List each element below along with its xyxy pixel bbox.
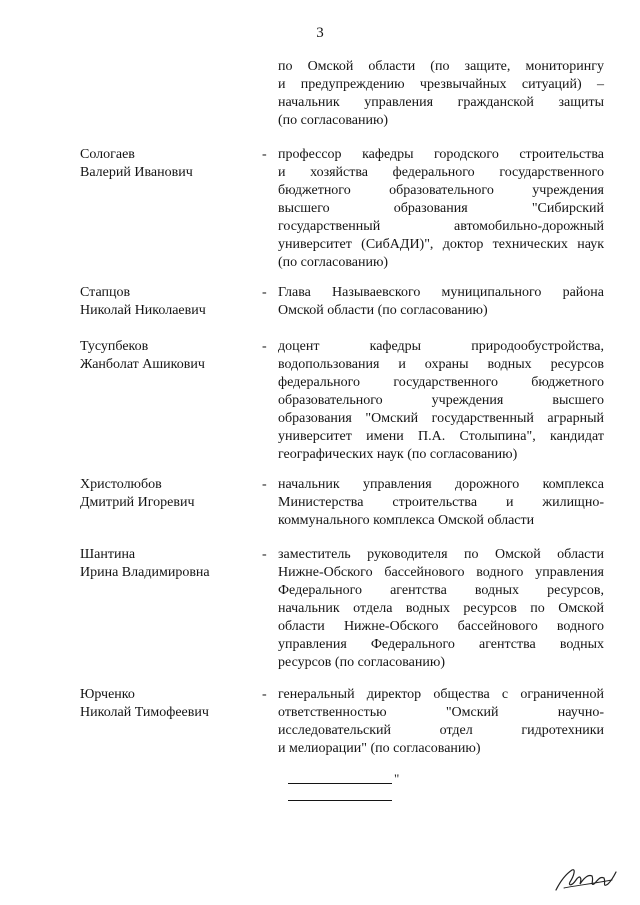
page-number: 3 bbox=[316, 25, 324, 41]
description-line: начальник отдела водных ресурсов по Омской bbox=[278, 601, 604, 616]
member-name bbox=[80, 686, 250, 722]
member-surname: Христолюбов bbox=[80, 477, 162, 492]
member-description bbox=[278, 338, 604, 464]
member-description bbox=[278, 476, 604, 530]
description-line: Министерства строительства и жилищно- bbox=[278, 495, 604, 510]
closing-quote: " bbox=[394, 771, 400, 786]
description-line: федерального государственного бюджетного bbox=[278, 375, 604, 390]
description-line: Нижне-Обского бассейнового водного управления bbox=[278, 565, 604, 580]
member-description bbox=[278, 284, 604, 320]
description-line: управления Федерального агентства водных bbox=[278, 637, 604, 652]
description-line: ресурсов (по согласованию) bbox=[278, 655, 445, 670]
description-line: государственный автомобильно-дорожный bbox=[278, 219, 604, 234]
member-given-name: Жанболат Ашикович bbox=[80, 357, 205, 372]
description-line: по Омской области (по защите, мониторингу bbox=[278, 59, 604, 74]
member-dash: - bbox=[262, 285, 267, 300]
description-line: профессор кафедры городского строительства bbox=[278, 147, 604, 162]
description-line: коммунального комплекса Омской области bbox=[278, 513, 535, 528]
member-given-name: Ирина Владимировна bbox=[80, 565, 210, 580]
description-line: и хозяйства федерального государственного bbox=[278, 165, 604, 180]
member-name bbox=[80, 338, 250, 374]
description-line: (по согласованию) bbox=[278, 255, 389, 270]
member-given-name: Николай Тимофеевич bbox=[80, 705, 209, 720]
closing-rule bbox=[288, 783, 392, 784]
member-description bbox=[278, 546, 604, 672]
member-surname: Юрченко bbox=[80, 687, 135, 702]
continuation-description bbox=[278, 58, 604, 130]
description-line: университет (СибАДИ)", доктор технических наук bbox=[278, 237, 604, 252]
member-description bbox=[278, 146, 604, 272]
member-name bbox=[80, 146, 250, 182]
description-line: исследовательский отдел гидротехники bbox=[278, 723, 604, 738]
description-line: доцент кафедры природообустройства, bbox=[278, 339, 604, 354]
description-line: Глава Называевского муниципального района bbox=[278, 285, 604, 300]
description-line: заместитель руководителя по Омской области bbox=[278, 547, 604, 562]
description-line: ответственностью "Омский научно- bbox=[278, 705, 604, 720]
description-line: географических наук (по согласованию) bbox=[278, 447, 518, 462]
description-line: Омской области (по согласованию) bbox=[278, 303, 488, 318]
member-dash: - bbox=[262, 547, 267, 562]
member-name bbox=[80, 546, 250, 582]
signature-icon bbox=[550, 860, 620, 896]
description-line: области Нижне-Обского бассейнового водного bbox=[278, 619, 604, 634]
member-given-name: Дмитрий Игоревич bbox=[80, 495, 195, 510]
description-line: (по согласованию) bbox=[278, 113, 389, 128]
member-surname: Шантина bbox=[80, 547, 136, 562]
member-description bbox=[278, 686, 604, 758]
member-dash: - bbox=[262, 147, 267, 162]
member-name bbox=[80, 284, 250, 320]
member-name bbox=[80, 476, 250, 512]
description-line: бюджетного образовательного учреждения bbox=[278, 183, 604, 198]
description-line: университет имени П.А. Столыпина", кандидат bbox=[278, 429, 604, 444]
description-line: и мелиорации" (по согласованию) bbox=[278, 741, 481, 756]
member-surname: Сологаев bbox=[80, 147, 135, 162]
member-given-name: Валерий Иванович bbox=[80, 165, 193, 180]
description-line: Федерального агентства водных ресурсов, bbox=[278, 583, 604, 598]
closing-rule bbox=[288, 800, 392, 801]
description-line: образовательного учреждения высшего bbox=[278, 393, 604, 408]
member-dash: - bbox=[262, 339, 267, 354]
description-line: начальник управления дорожного комплекса bbox=[278, 477, 604, 492]
description-line: образования "Омский государственный аграрный bbox=[278, 411, 604, 426]
description-line: водопользования и охраны водных ресурсов bbox=[278, 357, 604, 372]
member-surname: Тусупбеков bbox=[80, 339, 149, 354]
member-surname: Стапцов bbox=[80, 285, 131, 300]
description-line: высшего образования "Сибирский bbox=[278, 201, 604, 216]
member-dash: - bbox=[262, 687, 267, 702]
member-dash: - bbox=[262, 477, 267, 492]
description-line: и предупреждению чрезвычайных ситуаций) – bbox=[278, 77, 604, 92]
description-line: генеральный директор общества с ограниченной bbox=[278, 687, 604, 702]
description-line: начальник управления гражданской защиты bbox=[278, 95, 604, 110]
member-given-name: Николай Николаевич bbox=[80, 303, 206, 318]
